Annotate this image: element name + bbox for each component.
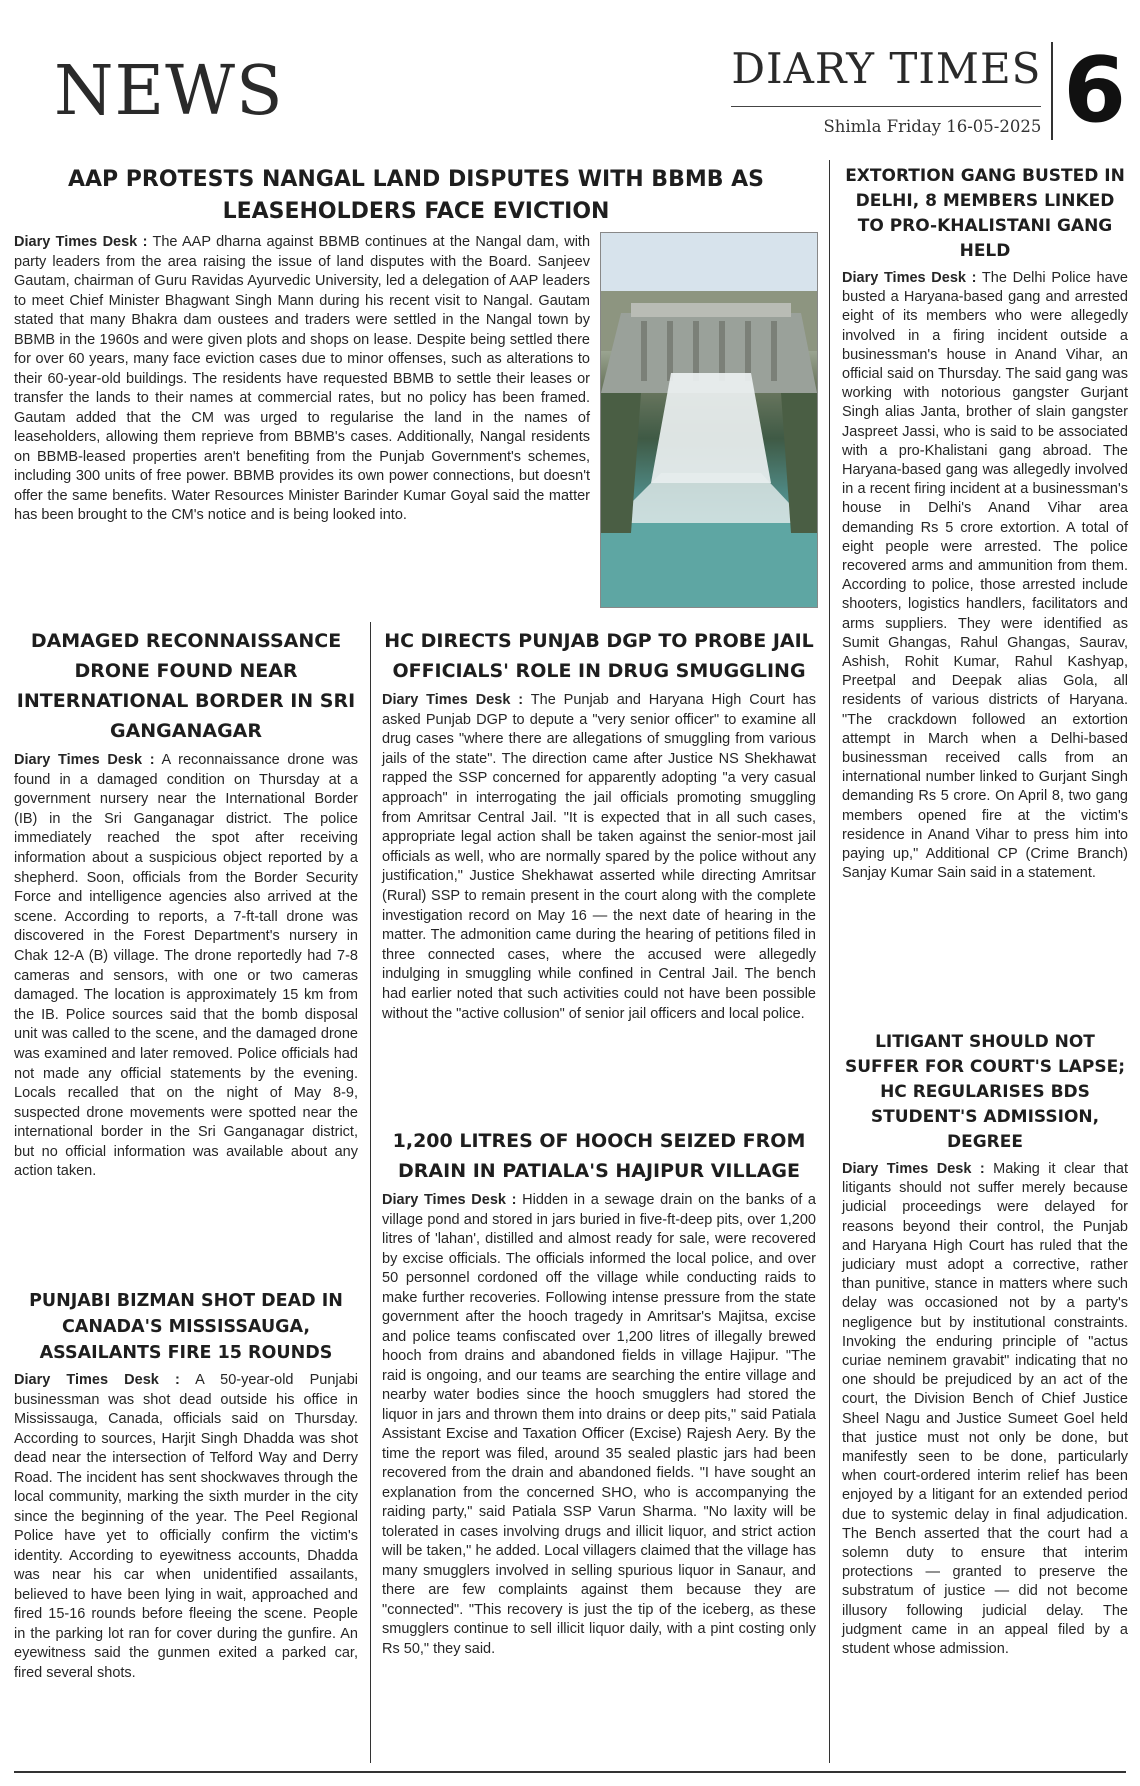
article-body <box>842 1160 1128 1659</box>
article-text: Hidden in a sewage drain on the banks of a village pond and stored in jars buried in five-ft-deep pits, over 1,200 litres of 'lahan', distilled and almost ready for sale, were recovered by excise officials. The officials informed the local police, and over 50 personnel cordoned off the village while conducting raids to make further recoveries. Following intense pressure from the state government after the hooch tragedy in Amritsar's Majitsa, excise and police teams confiscated over 1,200 litres of illegally brewed hooch from drains and abandoned fields in village Hajipur. "The raid is ongoing, and our teams are searching the entire village and nearby water bodies since the hooch smugglers had stored the liquor in jars and thrown them into drains or deep pits," said Patiala Assistant Excise and Taxation Officer (Excise) Rajesh Aery. By the time the report was filed, around 35 sealed plastic jars had been recovered from the drain and abandoned fields. "I have sought an explanation from the concerned SHO, who is accompanying the raiding party," said Patiala SSP Varun Sharma. "No laxity will be tolerated in cases involving drugs and illicit liquor, and strict action will be taken," he added. Local villagers claimed that the village has many smugglers involved in selling spurious liquor in Sanaur, and there are few complaints against them because they are "connected". "This recovery is just the tip of the iceberg, as these smugglers continue to sell illicit liquor daily, with a pint costing only Rs 50," they said. <box>382 1192 816 1657</box>
article-litigant <box>842 1030 1128 1659</box>
article-body <box>14 233 590 526</box>
article-body <box>14 1371 358 1683</box>
article-text: The Delhi Police have busted a Haryana-based gang and arrested eight of its members who were allegedly involved in a firing incident outside a businessman's house in Anand Vihar, an official said on Thursday. The said gang was working with notorious gangster Gurjant Singh alias Janta, brother of slain gangster Jaspreet Jassi, who is said to be associated with a pro-Khalistani gang abroad. The Haryana-based gang was allegedly involved in a recent firing incident at a businessman's house in Delhi's Anand Vihar area demanding Rs 5 crore extortion. A total of eight people were arrested. The police recovered arms and ammunition from them. According to police, those arrested include shooters, logistics handlers, facilitators and arms suppliers. They were identified as Sumit Ghangas, Rahul Ghangas, Saurav, Ashish, Rohit Kumar, Rahul Kashyap, Preetpal and Deepak alias Gola, all residents of various districts of Haryana. "The crackdown followed an extortion attempt in March when a Delhi-based businessman received calls from an international number linked to Gurjant Singh demanding Rs 5 crore. On April 8, two gang members opened fire at the victim's residence in Anand Vihar to press him into paying up," Additional CP (Crime Branch) Sanjay Kumar Sain said in a statement. <box>842 270 1128 882</box>
article-body <box>842 269 1128 884</box>
article-canada <box>14 1288 358 1683</box>
byline: Diary Times Desk : <box>14 752 155 768</box>
column-rule-middle <box>370 622 371 1763</box>
article-drone <box>14 626 358 1182</box>
headline: AAP PROTESTS NANGAL LAND DISPUTES WITH BBMB AS LEASEHOLDERS FACE EVICTION <box>67 167 765 224</box>
dam-photo <box>600 232 818 608</box>
headline: 1,200 LITRES OF HOOCH SEIZED FROM DRAIN IN PATIALA'S HAJIPUR VILLAGE <box>392 1130 806 1182</box>
masthead-block <box>731 42 1051 140</box>
headline: EXTORTION GANG BUSTED IN DELHI, 8 MEMBERS LINKED TO PRO-KHALISTANI GANG HELD <box>845 166 1125 261</box>
article-text: Making it clear that litigants should not suffer merely because judicial proceedings were delayed for reasons beyond their control, the Punjab and Haryana High Court has ruled that the judiciary must adopt a corrective, rather than punitive, stance in matters where such delay was occasioned not by a party's negligence but by institutional constraints. Invoking the enduring principle of "actus curiae neminem gravabit" indicating that no one should be prejudiced by an act of the court, the Division Bench of Chief Justice Sheel Nagu and Justice Sumeet Goel held that justice must not only be done, but manifestly seen to be done, particularly when court-ordered interim relief has been enjoyed by a litigant for an extended period due to systemic delay in final adjudication. The Bench asserted that the court had a solemn duty to ensure that interim protections — granted to preserve the substratum of justice — did not become illusory following judicial delay. The judgment came in an appeal filed by a student whose admission. <box>842 1161 1128 1658</box>
article-extortion <box>842 164 1128 884</box>
byline: Diary Times Desk : <box>382 1192 517 1208</box>
byline: Diary Times Desk : <box>382 692 524 708</box>
column-rule-right <box>829 160 830 1763</box>
section-title: NEWS <box>54 52 284 131</box>
article-text: A 50-year-old Punjabi businessman was shot dead outside his office in Mississauga, Canada, officials said on Thursday. According to sources, Harjit Singh Dhadda was shot dead near the intersection of Telford Way and Derry Road. The incident has sent shockwaves through the local community, marking the sixth murder in the city since the beginning of the year. The Peel Regional Police have yet to officially confirm the victim's identity. According to eyewitness accounts, Dhadda was near his car when unidentified assailants, believed to have been lying in wait, approached and fired 15-16 rounds before fleeing the scene. People in the parking lot ran for cover during the gunfire. An eyewitness said the gunmen exited a parked car, fired several shots. <box>14 1372 358 1681</box>
headline: HC DIRECTS PUNJAB DGP TO PROBE JAIL OFFICIALS' ROLE IN DRUG SMUGGLING <box>384 630 814 682</box>
byline: Diary Times Desk : <box>842 1161 985 1177</box>
masthead <box>731 38 1126 143</box>
article-body <box>382 691 816 1024</box>
headline: LITIGANT SHOULD NOT SUFFER FOR COURT'S LAPSE; HC REGULARISES BDS STUDENT'S ADMISSION, DEGREE <box>844 1032 1126 1152</box>
page-number: 6 <box>1063 38 1126 143</box>
byline: Diary Times Desk : <box>842 270 977 286</box>
bottom-rule <box>14 1771 1126 1773</box>
byline: Diary Times Desk : <box>14 234 148 250</box>
article-text: The AAP dharna against BBMB continues at the Nangal dam, with party leaders from the area raising the issue of land disputes with the Board. Sanjeev Gautam, chairman of Guru Ravidas Ayurvedic University, led a delegation of AAP leaders to meet Chief Minister Bhagwant Singh Mann during his recent visit to Nangal. Gautam stated that many Bhakra dam oustees and traders were settled in the Nangal town by BBMB in the 1960s and were given plots and shops on lease. Despite being settled there for over 60 years, many face eviction cases due to minor offenses, such as alterations to their 60-year-old buildings. The residents have requested BBMB to settle their leases or transfer the lands to their names at commercial rates, but no policy has been framed. Gautam added that the CM was urged to regularise the land in the names of leaseholders, allowing them reprieve from BBMB's cases. Additionally, Nangal residents on BBMB-leased properties aren't benefiting from the Punjab Government's schemes, including 300 units of free power. BBMB provides its own power connections, but doesn't offer the same benefits. Water Resources Minister Barinder Kumar Goyal said the matter has been brought to the CM's notice and is being looked into. <box>14 234 591 523</box>
byline: Diary Times Desk : <box>14 1372 180 1388</box>
headline: DAMAGED RECONNAISSANCE DRONE FOUND NEAR INTERNATIONAL BORDER IN SRI GANGANAGAR <box>16 630 356 742</box>
article-body <box>14 751 358 1182</box>
article-text: The Punjab and Haryana High Court has asked Punjab DGP to depute a "very senior officer" to examine all drug cases "where there are allegations of smuggling from various jails of the state". The direction came after Justice NS Shekhawat rapped the SSP concerned for apparently adopting "a very casual approach" in interrogating the jail officials promoting smuggling from Amritsar Central Jail. "It is expected that in all such cases, appropriate legal action shall be taken against the senior-most jail officials as well, who are normally spared by the police without any justification," Justice Shekhawat asserted while directing Amritsar (Rural) SSP to remain present in the court along with the complete investigation record on May 16 — the next date of hearing in the matter. The admonition came during the hearing of petitions filed in three connected cases, where the accused were allegedly indulging in smuggling while confined in Central Jail. The bench had earlier noted that such activities could not have been possible without the "active collusion" of senior jail officers and local police. <box>382 692 816 1022</box>
article-hc-dgp <box>382 626 816 1024</box>
article-hooch <box>382 1126 816 1659</box>
masthead-divider <box>1051 42 1053 140</box>
paper-name: DIARY TIMES <box>731 44 1042 93</box>
dam-illustration <box>601 233 817 607</box>
article-text: A reconnaissance drone was found in a damaged condition on Thursday at a government nursery near the International Border (IB) in the Sri Ganganagar district. The police immediately reached the spot after receiving information about a suspicious object reported by a shepherd. Soon, officials from the Border Security Force and intelligence agencies also arrived at the scene. According to reports, a 7-ft-tall drone was discovered in the Forest Department's nursery in Chak 12-A (B) village. The drone reportedly had 7-8 cameras and sensors, with one or two cameras damaged. The location is approximately 15 km from the IB. Police sources said that the bomb disposal unit was called to the scene, and the damaged drone was examined and later removed. Police officials had not made any official statements by the evening. Locals recalled that on the night of May 8-9, suspected drone movements were spotted near the international border in the Sri Ganganagar district, but no official information was available about any action taken. <box>14 752 358 1180</box>
headline: PUNJABI BIZMAN SHOT DEAD IN CANADA'S MISSISSAUGA, ASSAILANTS FIRE 15 ROUNDS <box>29 1291 343 1363</box>
dateline: Shimla Friday 16-05-2025 <box>731 106 1041 136</box>
article-body <box>382 1191 816 1659</box>
